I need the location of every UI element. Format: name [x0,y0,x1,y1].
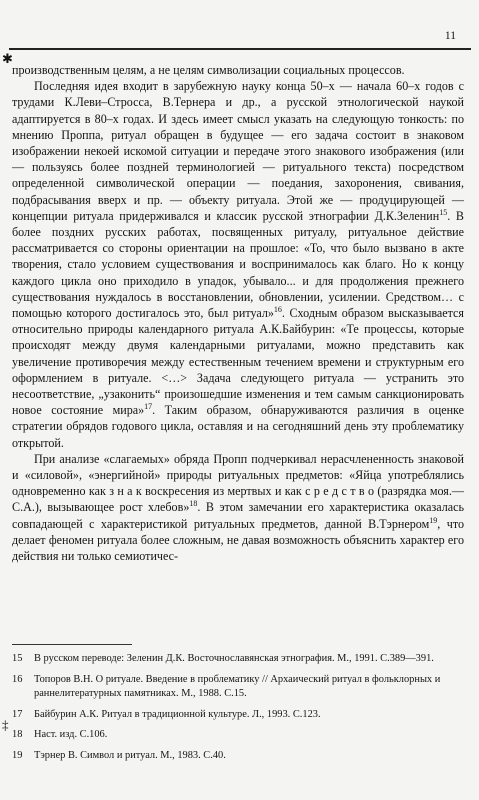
footnote-text: Топоров В.Н. О ритуале. Введение в проблематику // Архаический ритуал в фольклорных и раннелитературных памятниках. М., 1988. С.15. [34,673,441,700]
paragraph-2-text-c: . Сходным образом высказывается относительно природы календарного ритуала А.К.Байбурин: «Те процессы, которые происходят между двумя календарными ритуалами, можно представить как увеличение противоречия между естественным течением времени и структурным его оформлением в ритуале. <…> Задача следующего ритуала — устранить это несоответствие, „узаконить“ произошедшие изменения и тем самым санкционировать новое состояние мира» [12,306,464,418]
footnote-ref-16[interactable]: 16 [273,305,282,315]
footnote-item [12,673,464,702]
paragraph-1 [12,62,464,78]
paragraph-3-text-b: . В этом замечании его характеристика оказалась совпадающей с характеристикой ритуальных предметов, данной В.Тэрнером [12,500,464,531]
paragraph-2-text-a: Последняя идея входит в зарубежную науку конца 50–х — начала 60–х годов с трудами К.Леви–Стросса, В.Тернера и др., а русской этнологической наукой адаптируется в 80–х годах. И здесь имеет смысл указать на следующую тонкость: по мнению Проппа, ритуал обращен в будущее — его задача состоит в знаковом изображении некоей искомой ситуации и передаче этого знакового изображения (или — пользуясь более поздней терминологией — ритуального текста) посредством определенной символической операции — поедания, захоронения, свивания, подбрасывания вверх и пр. — объекту ритуала. Этой же — продуцирующей — концепции ритуала придерживался и классик русской этнографии Д.К.Зеленин [12,79,464,223]
footnote-ref-18[interactable]: 18 [189,499,198,509]
footnote-number: 18 [12,729,23,741]
footnote-text: В русском переводе: Зеленин Д.К. Восточнославянская этнография. М., 1991. С.389—391. [34,653,434,664]
paragraph-2 [12,78,464,451]
footnote-text: Байбурин А.К. Ритуал в традиционной культуре. Л., 1993. С.123. [34,708,321,720]
paragraph-2-text-b: . В более поздних русских работах, посвященных ритуалу, ритуальное действие рассматривается со стороны ориентации на прошлое: «То, что было вызвано в акте творения, стало условием существования и воспринималось как благо. Но к концу каждого цикла оно приходило в упадок, убывало... и для продолжения прежнего существования нуждалось в восстановлении, обновлении, усилении. Средством… с помощью которого достигалось это, был ритуал» [12,208,464,321]
footnote-item [12,728,464,743]
footnote-number: 17 [12,708,23,720]
footnote-number: 19 [12,749,23,761]
paragraph-3-text-c: , что делает феномен ритуала более сложным, не давая возможность объяснить характер его действия ни только семиотичес- [12,516,464,564]
footnotes-list [12,652,464,770]
paragraph-1-text: производственным целям, а не целям символизации социальных процессов. [12,63,405,77]
margin-mark-bottom: ‡ [2,717,9,732]
footnote-text: Тэрнер В. Символ и ритуал. М., 1983. С.40. [34,749,226,761]
body-text [12,62,464,564]
footnote-item [12,652,464,667]
paragraph-3 [12,451,464,564]
footnote-ref-15[interactable]: 15 [439,207,448,217]
paragraph-3-text-a: При анализе «слагаемых» обряда Пропп подчеркивал нерасчлененность знаковой и «силовой», «энергийной» природы ритуальных предметов: «Яйца употреблялись одновременно как з н а к воскресения из мертвых и как с р е д с т в о (разрядка моя.— С.А.), вызывающее рост хлебов» [12,451,464,515]
footnote-ref-17[interactable]: 17 [144,402,153,412]
footnote-ref-19[interactable]: 19 [429,515,438,525]
footnote-rule [12,644,132,645]
footnote-text: Наст. изд. С.106. [34,729,108,741]
paragraph-2-text-d: . Таким образом, обнаруживаются различия в оценке стратегии обрядов годового цикла, оставляя и на сегодняшний день эту проблематику открытой. [12,403,464,450]
footnote-number: 16 [12,673,23,685]
page-number: 11 [444,30,456,42]
footnote-number: 15 [12,653,23,664]
header-rule [9,48,471,50]
footnote-item [12,749,464,764]
margin-mark-top: ✱ [2,51,13,66]
footnote-item [12,708,464,723]
